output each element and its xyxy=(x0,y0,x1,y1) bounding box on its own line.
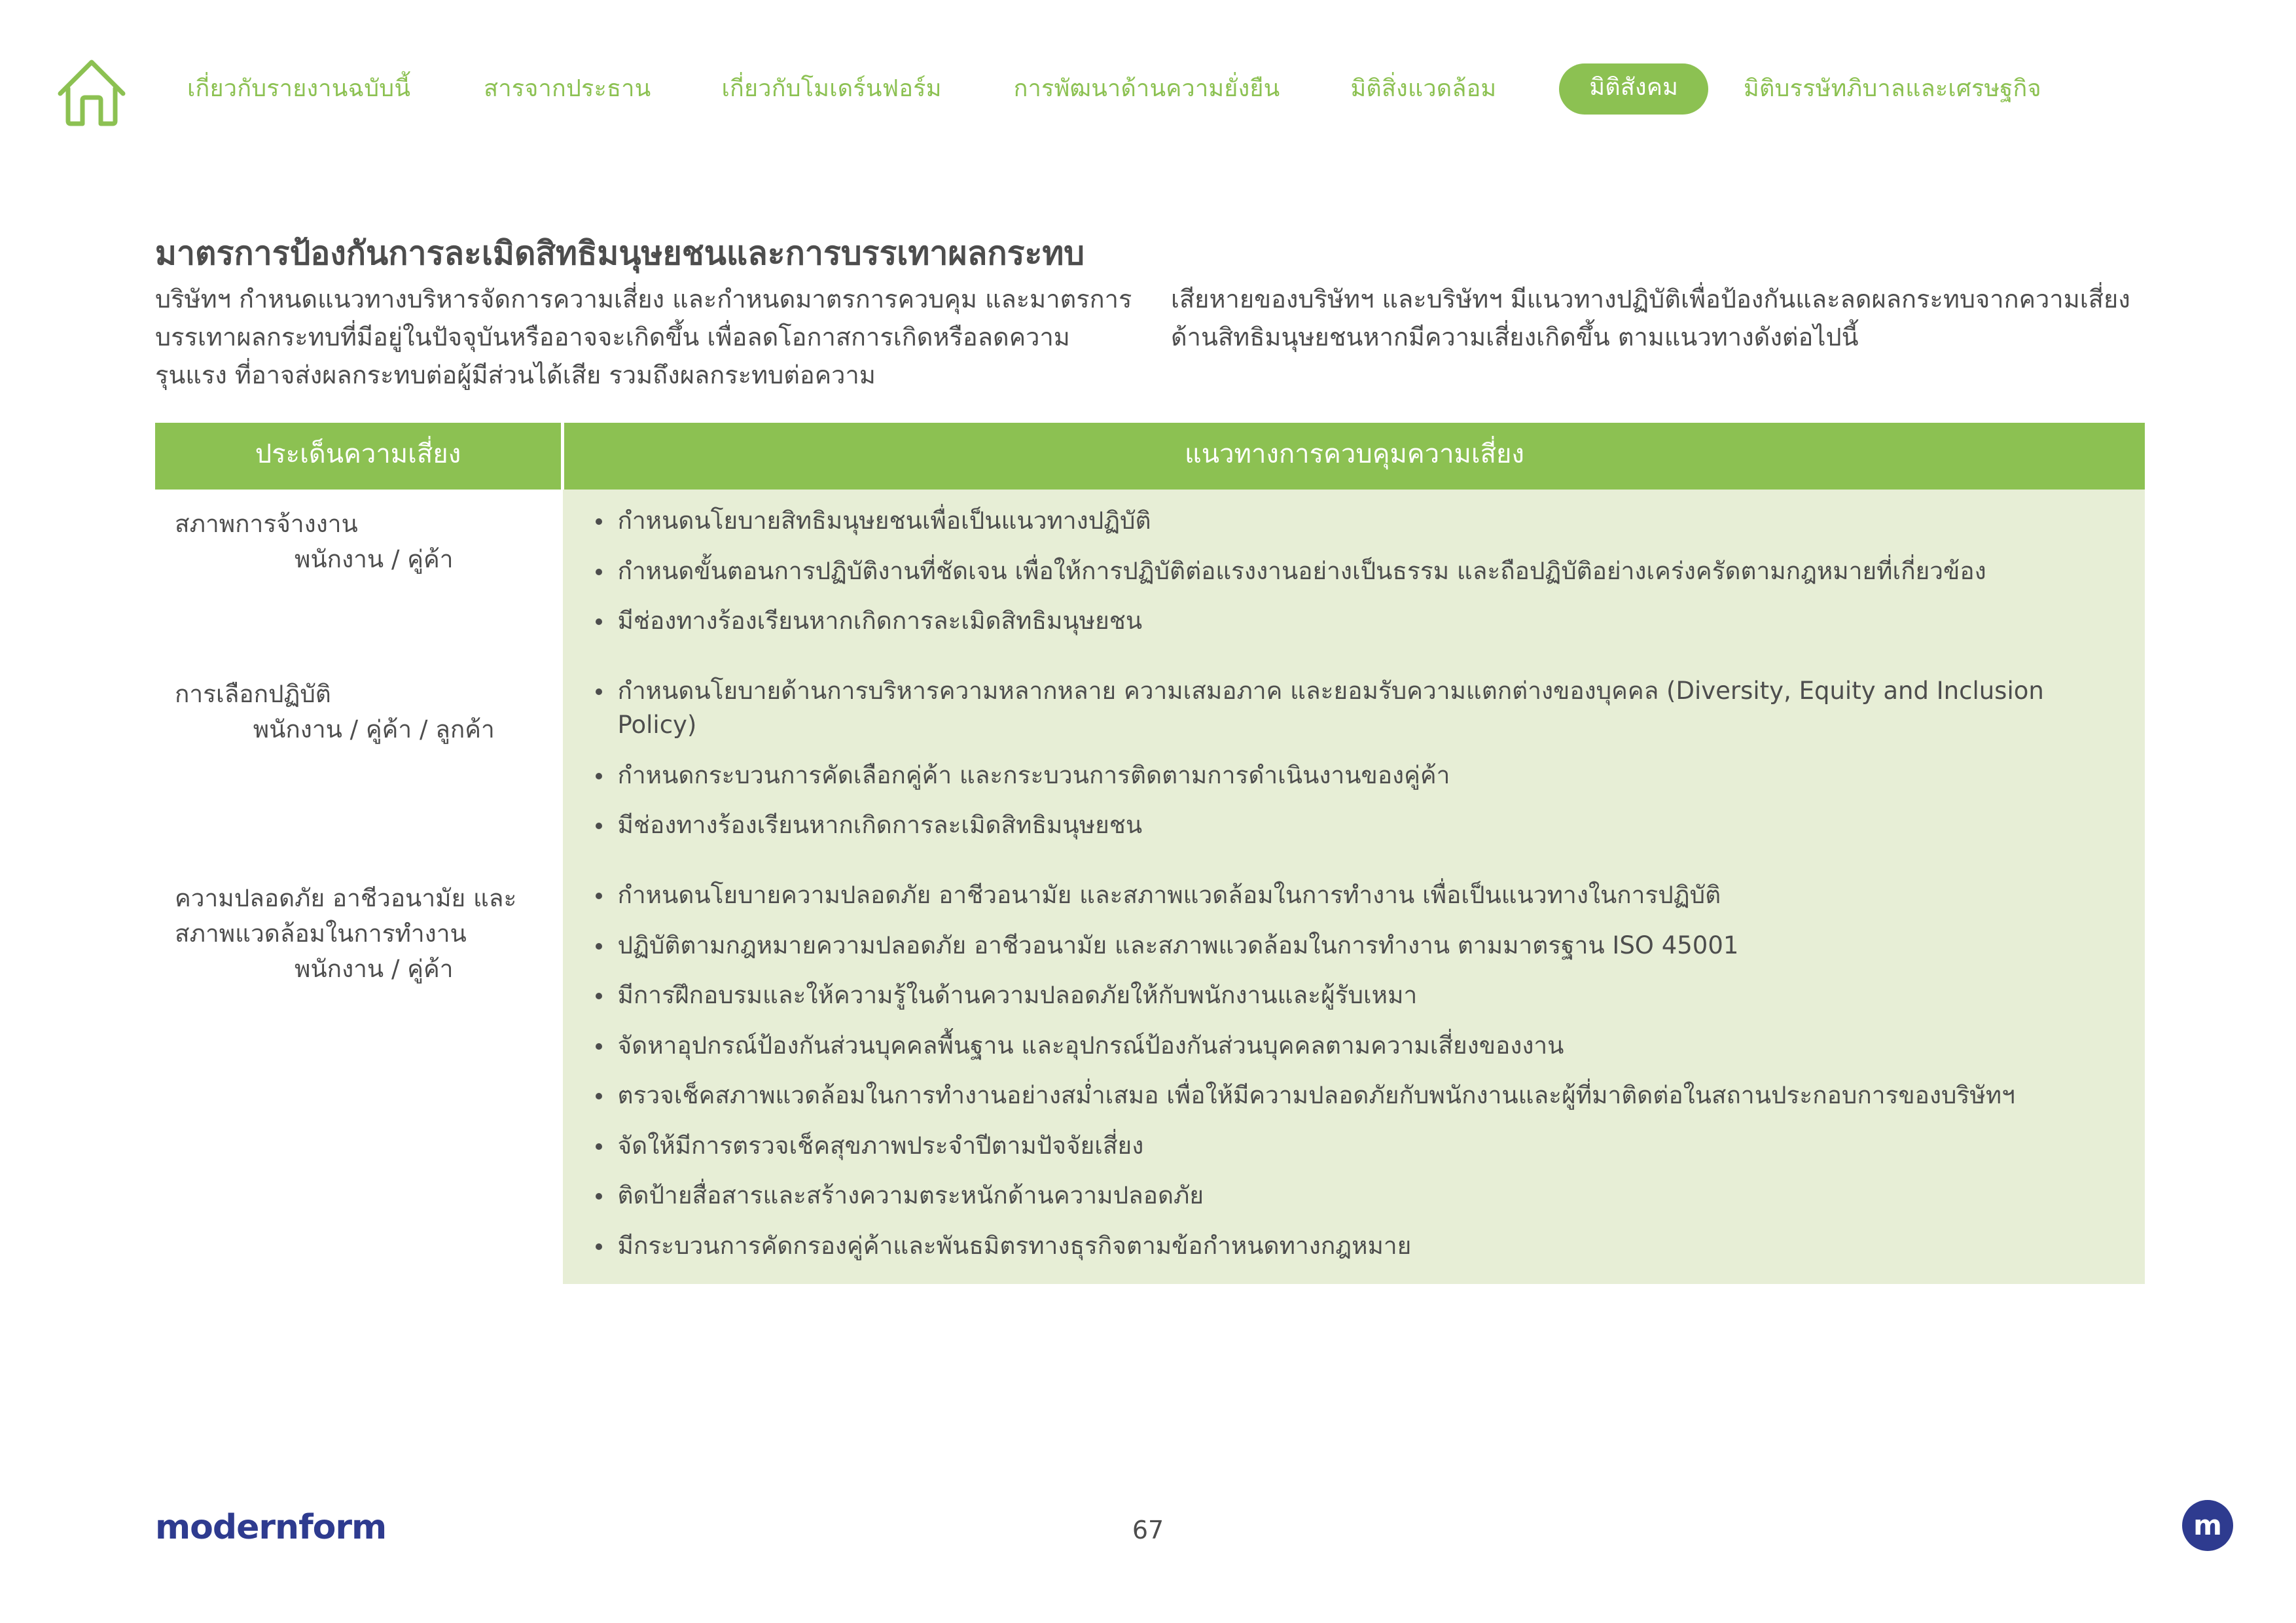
risk-issue-scope: พนักงาน / คู่ค้า xyxy=(295,545,454,574)
risk-issue-name: สภาพการจ้างงาน xyxy=(175,510,358,539)
risk-guideline-cell xyxy=(563,864,2145,1284)
intro-paragraph-left: บริษัทฯ กำหนดแนวทางบริหารจัดการความเสี่ยง และกำหนดมาตรการควบคุม และมาตรการบรรเทาผลกระทบที่มีอยู่ในปัจจุบันหรืออาจจะเกิดขึ้น เพื่อลดโอกาสการเกิดหรือลดความรุนแรง ที่อาจส่งผลกระทบต่อผู้มีส่วนได้เสีย รวมถึงผลกระทบต่อความ xyxy=(155,285,1132,389)
table-header xyxy=(155,423,2145,490)
list-item: มีช่องทางร้องเรียนหากเกิดการละเมิดสิทธิมนุษยชน xyxy=(618,808,2123,843)
modernform-badge-icon[interactable]: m xyxy=(2182,1500,2233,1551)
nav-item-sustainability[interactable]: การพัฒนาด้านความยั่งยืน xyxy=(1013,75,1280,102)
risk-issue-cell xyxy=(155,864,563,1284)
list-item: กำหนดนโยบายความปลอดภัย อาชีวอนามัย และสภาพแวดล้อมในการทำงาน เพื่อเป็นแนวทางในการปฏิบัติ xyxy=(618,878,2123,913)
guideline-bullet-list xyxy=(585,674,2123,843)
home-icon[interactable] xyxy=(56,57,127,128)
list-item: จัดให้มีการตรวจเช็คสุขภาพประจำปีตามปัจจัยเสี่ยง xyxy=(618,1129,2123,1164)
guideline-bullet-list xyxy=(585,878,2123,1263)
list-item: กำหนดกระบวนการคัดเลือกคู่ค้า และกระบวนการติดตามการดำเนินงานของคู่ค้า xyxy=(618,758,2123,793)
page-title: มาตรการป้องกันการละเมิดสิทธิมนุษยชนและการบรรเทาผลกระทบ xyxy=(155,234,1085,272)
risk-control-table xyxy=(155,423,2145,1284)
nav-item-chairman-message[interactable]: สารจากประธาน xyxy=(484,75,651,102)
list-item: มีกระบวนการคัดกรองคู่ค้าและพันธมิตรทางธุรกิจตามข้อกำหนดทางกฎหมาย xyxy=(618,1229,2123,1264)
risk-issue-scope: พนักงาน / คู่ค้า / ลูกค้า xyxy=(253,715,495,743)
list-item: กำหนดนโยบายสิทธิมนุษยชนเพื่อเป็นแนวทางปฏิบัติ xyxy=(618,504,2123,539)
nav-item-list xyxy=(187,63,2296,115)
risk-issue-cell xyxy=(155,490,563,660)
page-footer xyxy=(0,1505,2296,1577)
nav-item-about-report[interactable]: เกี่ยวกับรายงานฉบับนี้ xyxy=(187,75,411,102)
risk-guideline-cell xyxy=(563,660,2145,864)
table-header-risk-issue: ประเด็นความเสี่ยง xyxy=(155,423,563,490)
table-header-risk-guideline: แนวทางการควบคุมความเสี่ยง xyxy=(563,423,2145,490)
list-item: จัดหาอุปกรณ์ป้องกันส่วนบุคคลพื้นฐาน และอุปกรณ์ป้องกันส่วนบุคคลตามความเสี่ยงของงาน xyxy=(618,1029,2123,1063)
intro-paragraph-right: เสียหายของบริษัทฯ และบริษัทฯ มีแนวทางปฏิบัติเพื่อป้องกันและลดผลกระทบจากความเสี่ยงด้านสิทธิมนุษยชนหากมีความเสี่ยงเกิดขึ้น ตามแนวทางดังต่อไปนี้ xyxy=(1171,285,2130,351)
list-item: กำหนดขั้นตอนการปฏิบัติงานที่ชัดเจน เพื่อให้การปฏิบัติต่อแรงงานอย่างเป็นธรรม และถือปฏิบัติอย่างเคร่งครัดตามกฎหมายที่เกี่ยวข้อง xyxy=(618,554,2123,589)
list-item: มีการฝึกอบรมและให้ความรู้ในด้านความปลอดภัยให้กับพนักงานและผู้รับเหมา xyxy=(618,978,2123,1013)
nav-item-governance-economy[interactable]: มิติบรรษัทภิบาลและเศรษฐกิจ xyxy=(1744,75,2041,102)
risk-guideline-cell xyxy=(563,490,2145,660)
page-number: 67 xyxy=(1132,1516,1164,1544)
modernform-logo: modernform xyxy=(155,1508,387,1547)
list-item: กำหนดนโยบายด้านการบริหารความหลากหลาย ความเสมอภาค และยอมรับความแตกต่างของบุคคล (Diversity, Equity and Inclusion Policy) xyxy=(618,674,2123,743)
risk-issue-name: การเลือกปฏิบัติ xyxy=(175,679,331,708)
risk-issue-cell xyxy=(155,660,563,864)
nav-item-about-modernform[interactable]: เกี่ยวกับโมเดร์นฟอร์ม xyxy=(721,75,942,102)
list-item: ปฏิบัติตามกฎหมายความปลอดภัย อาชีวอนามัย และสภาพแวดล้อมในการทำงาน ตามมาตรฐาน ISO 45001 xyxy=(618,929,2123,963)
risk-issue-scope: พนักงาน / คู่ค้า xyxy=(295,955,454,983)
table-header-row xyxy=(155,423,2145,490)
risk-issue-name: ความปลอดภัย อาชีวอนามัย และสภาพแวดล้อมในการทำงาน xyxy=(175,883,517,948)
nav-item-environment[interactable]: มิติสิ่งแวดล้อม xyxy=(1350,75,1497,102)
nav-item-social-active[interactable]: มิติสังคม xyxy=(1559,63,1708,115)
main-content xyxy=(155,232,2145,1284)
table-row xyxy=(155,660,2145,864)
list-item: ตรวจเช็คสภาพแวดล้อมในการทำงานอย่างสม่ำเสมอ เพื่อให้มีความปลอดภัยกับพนักงานและผู้ที่มาติดต่อในสถานประกอบการของบริษัทฯ xyxy=(618,1079,2123,1113)
top-navigation-bar xyxy=(0,0,2296,178)
list-item: มีช่องทางร้องเรียนหากเกิดการละเมิดสิทธิมนุษยชน xyxy=(618,604,2123,639)
table-row xyxy=(155,490,2145,660)
guideline-bullet-list xyxy=(585,504,2123,639)
intro-paragraphs xyxy=(155,281,2145,394)
table-body xyxy=(155,490,2145,1284)
table-row xyxy=(155,864,2145,1284)
list-item: ติดป้ายสื่อสารและสร้างความตระหนักด้านความปลอดภัย xyxy=(618,1179,2123,1213)
